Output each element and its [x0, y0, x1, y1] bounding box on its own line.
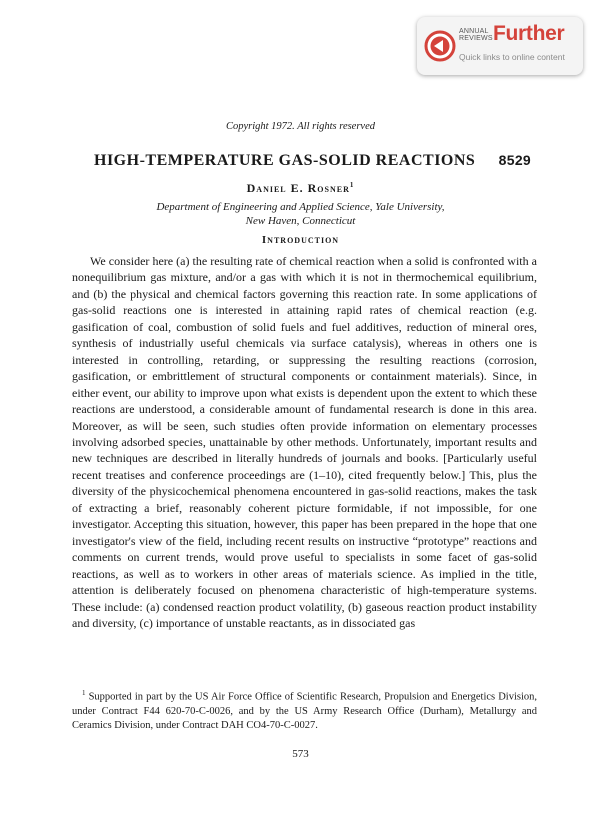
- introduction-body: [72, 253, 537, 631]
- article-title: HIGH-TEMPERATURE GAS-SOLID REACTIONS: [94, 152, 476, 169]
- footnote: [72, 686, 537, 733]
- introduction-paragraph: We consider here (a) the resulting rate of chemical reaction when a solid is confronted with a nonequilibrium gas mixture, and/or a gas with which it is not in thermochemical equilibrium, and (b) the physical and chemical factors governing this reaction rate. In some applications of gas-solid reactions one is interested in attaining rapid rates of chemical reaction (e.g. gasification of coal, combustion of solid fuels and fuel additives, reduction of mineral ores, synthesis of industrially useful chemicals via surface catalysis), whereas in others one is interested in controlling, retarding, or suppressing the resulting reactions (corrosion, gasification, or embrittlement of structural components or containment materials). Since, in either event, our ability to improve upon what exists is dependent upon the extent to which these reactions are understood, a considerable amount of fundamental research is done in this area. Moreover, as will be seen, such studies often provide information on elementary processes involving adsorbed species, unattainable by other methods. Unfortunately, important results and new techniques are described in literally hundreds of journals and books. [Particularly useful recent treatises and conference proceedings are (1–10), cited frequently below.] This, plus the diversity of the physicochemical phenomena encountered in gas-solid reactions, makes the task of extracting a brief, reasonably coherent picture formidable, if not impossible, for one investigator. Accepting this situation, however, this paper has been prepared in the hope that one investigator's view of the field, including recent results on instructive “prototype” reactions and comments on current trends, would prove useful to specialists in some facet of gas-solid reactions, as well as to workers in other areas of materials science. As implied in the title, attention is deliberately focused on phenomena characteristic of high-temperature systems. These include: (a) condensed reaction product volatility, (b) gaseous reaction product instability and diversity, (c) importance of unstable reactants, as in dissociated gas: [72, 254, 537, 630]
- page-number: 573: [292, 748, 309, 760]
- article-code: 8529: [498, 152, 531, 168]
- annual-reviews-logo: ANNUAL REVIEWS: [459, 28, 493, 42]
- footnote-text: Supported in part by the US Air Force Office of Scientific Research, Propulsion and Energetics Division, under Contract F44 620-70-C-0026, and by the US Army Research Office (Durham), Metallurgy and Ceramics Division, under Contract DAH CO4-70-C-0027.: [72, 691, 537, 731]
- affiliation-line1: Department of Engineering and Applied Science, Yale University,: [156, 201, 445, 213]
- further-banner[interactable]: [417, 17, 583, 75]
- arrow-left-circle-icon: [423, 29, 457, 63]
- further-label: Further: [493, 22, 565, 45]
- copyright-notice: Copyright 1972. All rights reserved: [225, 121, 376, 132]
- author-footnote-mark: 1: [349, 181, 355, 189]
- author-name: Daniel E. Rosner$^1$: [246, 181, 355, 195]
- footnote-mark: 1: [82, 689, 86, 697]
- affiliation-line2: New Haven, Connecticut: [245, 215, 356, 227]
- further-tagline: Quick links to online content: [459, 52, 565, 62]
- section-heading: Introduction: [261, 234, 340, 246]
